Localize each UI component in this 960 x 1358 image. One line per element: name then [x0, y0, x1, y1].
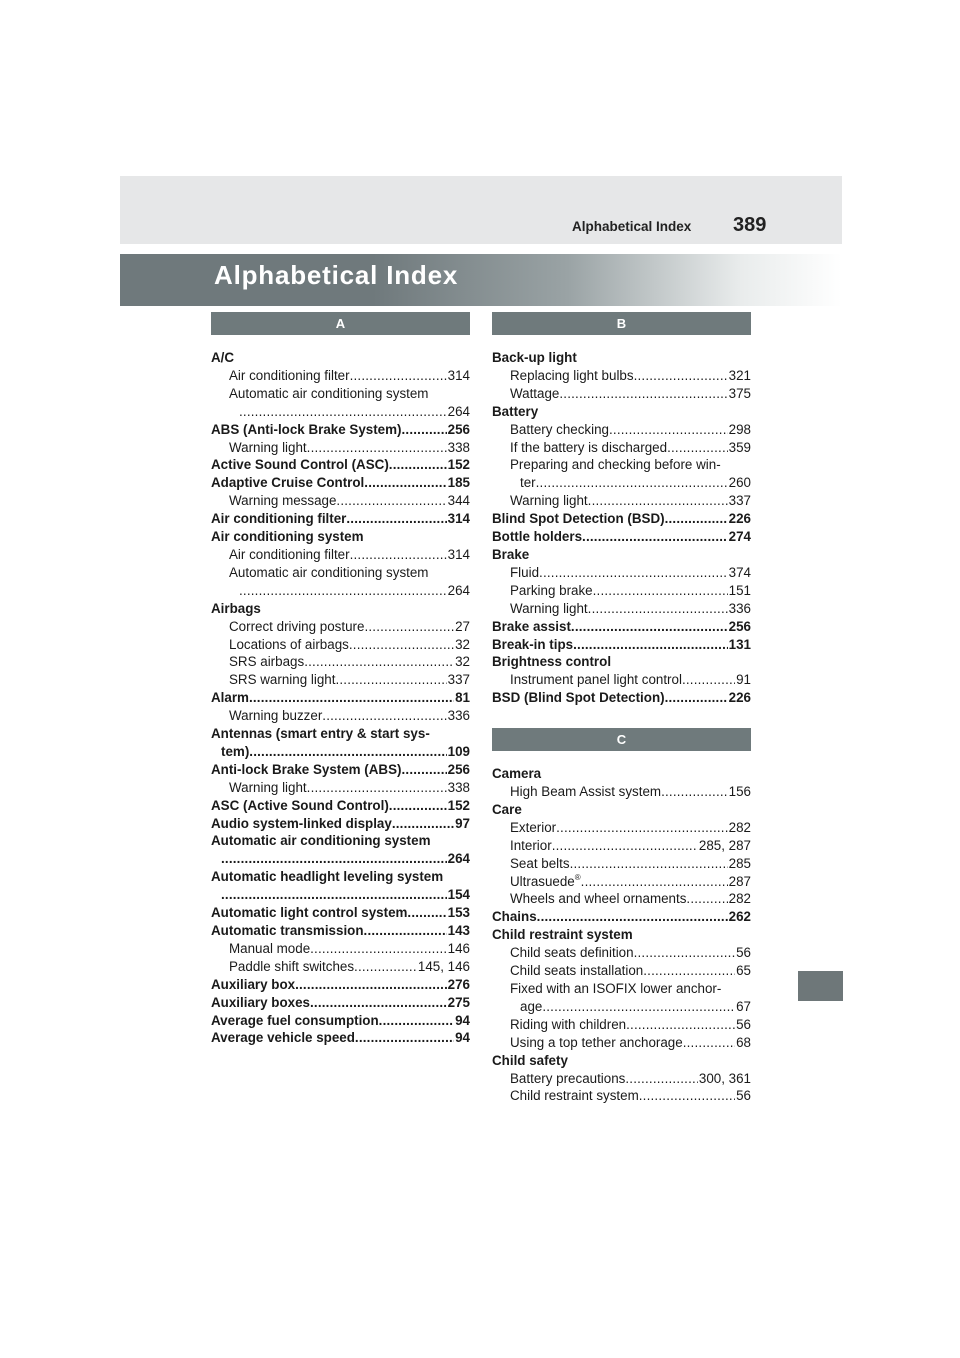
entry-label: Automatic transmission: [211, 923, 364, 938]
entry-label: Average fuel consumption: [211, 1012, 379, 1028]
index-entry: [211, 385, 470, 403]
index-entry: [211, 779, 470, 797]
dot-leader: [407, 904, 446, 922]
dot-leader: [322, 707, 446, 725]
dot-leader: [609, 421, 728, 439]
index-entry: [492, 908, 751, 926]
entry-list-c: [492, 765, 751, 1105]
entry-page-number[interactable]: 321: [728, 367, 751, 383]
dot-leader: [310, 940, 447, 958]
dot-leader: [573, 636, 728, 654]
index-entry: [492, 837, 751, 855]
entry-page-number[interactable]: 264: [447, 582, 470, 598]
index-entry: [492, 528, 751, 546]
dot-leader: [559, 385, 727, 403]
entry-label: High Beam Assist system: [510, 784, 662, 800]
entry-page-number[interactable]: 337: [447, 672, 470, 688]
index-entry: [211, 904, 470, 922]
entry-label: Air conditioning filter: [211, 511, 347, 527]
entry-label: Fluid: [510, 564, 540, 580]
entry-label: ASC (Active Sound Control): [211, 797, 389, 813]
entry-page-number[interactable]: 344: [447, 493, 470, 509]
index-entry: [211, 510, 470, 528]
entry-page-number[interactable]: 260: [728, 475, 751, 491]
dot-leader: [295, 976, 447, 994]
entry-label: Child restraint system: [510, 1088, 639, 1104]
dot-leader: [379, 1012, 454, 1030]
index-entry: [492, 600, 751, 618]
entry-page-number[interactable]: 264: [447, 403, 470, 419]
entry-label: Air conditioning filter: [229, 546, 350, 562]
entry-page-number[interactable]: 287: [728, 873, 751, 889]
entry-label: Correct driving posture: [229, 618, 365, 634]
entry-page-number[interactable]: 27: [455, 618, 470, 634]
dot-leader: [350, 367, 447, 385]
entry-label: Care: [492, 801, 522, 817]
entry-label: Exterior: [510, 819, 557, 835]
index-entry: [211, 367, 470, 385]
index-entry: [492, 403, 751, 421]
index-entry: [492, 855, 751, 873]
index-entry: [211, 671, 470, 689]
index-entry: [492, 671, 751, 689]
entry-page-number[interactable]: 32: [455, 654, 470, 670]
entry-page-number[interactable]: 337: [728, 493, 751, 509]
entry-label: Riding with children: [510, 1016, 627, 1032]
index-entry: [492, 1016, 751, 1034]
entry-label: A/C: [211, 350, 235, 365]
entry-page-number[interactable]: 300, 361: [698, 1070, 751, 1086]
index-entry: [492, 783, 751, 801]
entry-page-number[interactable]: 359: [728, 439, 751, 455]
index-entry: [492, 819, 751, 837]
dot-leader: [389, 456, 447, 474]
index-entry: [492, 1052, 751, 1070]
entry-label: Automatic light control system: [211, 905, 408, 921]
entry-label: Child seats definition: [510, 945, 634, 961]
entry-page-number[interactable]: 81: [455, 690, 470, 706]
entry-label: If the battery is discharged: [510, 439, 668, 455]
dot-leader: [249, 689, 454, 707]
entry-page-number[interactable]: 97: [455, 815, 470, 831]
index-entry: [492, 564, 751, 582]
index-entry: [492, 456, 751, 474]
dot-leader: [625, 1070, 698, 1088]
dot-leader: [634, 367, 728, 385]
entry-page-number[interactable]: 151: [728, 582, 751, 598]
index-entry: [211, 564, 470, 582]
index-entry: [211, 1029, 470, 1047]
entry-label: Warning light: [510, 493, 588, 509]
entry-label: Alarm: [211, 690, 249, 706]
entry-page-number[interactable]: 314: [447, 546, 470, 562]
entry-label: BSD (Blind Spot Detection): [492, 690, 665, 706]
entry-page-number[interactable]: 298: [728, 421, 751, 437]
entry-page-number[interactable]: 185: [447, 475, 470, 491]
index-entry: [211, 403, 470, 421]
page-title: Alphabetical Index: [214, 260, 459, 290]
index-entry: [492, 385, 751, 403]
dot-leader: [239, 582, 447, 600]
entry-page-number[interactable]: 264: [447, 851, 470, 867]
entry-label: Automatic air conditioning system: [229, 385, 429, 401]
entry-page-number[interactable]: 338: [447, 779, 470, 795]
dot-leader: [364, 474, 446, 492]
index-entry: [211, 653, 470, 671]
header-section-title: Alphabetical Index: [572, 219, 692, 234]
entry-label: Average vehicle speed: [211, 1030, 355, 1046]
entry-label: Replacing light bulbs: [510, 367, 634, 383]
entry-page-number[interactable]: 262: [728, 909, 751, 925]
entry-label: Using a top tether anchorage: [510, 1034, 683, 1050]
entry-page-number[interactable]: 276: [447, 976, 470, 992]
entry-page-number[interactable]: 56: [736, 1016, 751, 1032]
index-entry: [211, 528, 470, 546]
entry-page-number[interactable]: 146: [447, 940, 470, 956]
index-entry: [492, 349, 751, 367]
entry-label: Blind Spot Detection (BSD): [492, 511, 665, 527]
dot-leader: [588, 492, 728, 510]
index-entry: [211, 976, 470, 994]
dot-leader: [571, 618, 728, 636]
entry-page-number[interactable]: 65: [736, 963, 751, 979]
index-entry: [492, 944, 751, 962]
entry-label: age: [520, 998, 543, 1014]
index-entry: [211, 492, 470, 510]
entry-label: Preparing and checking before win-: [510, 457, 721, 473]
entry-label: ABS (Anti-lock Brake System): [211, 421, 402, 437]
entry-label: Airbags: [211, 600, 261, 616]
entry-page-number[interactable]: 285: [728, 855, 751, 871]
dot-leader: [350, 546, 447, 564]
index-entry: [211, 349, 470, 367]
entry-page-number[interactable]: 374: [728, 564, 751, 580]
dot-leader: [665, 510, 728, 528]
dot-leader: [639, 1087, 735, 1105]
dot-leader: [661, 783, 728, 801]
entry-page-number[interactable]: 156: [728, 784, 751, 800]
dot-leader: [355, 1029, 454, 1047]
entry-label: Instrument panel light control: [510, 672, 682, 688]
dot-leader: [307, 439, 447, 457]
index-entry: [211, 582, 470, 600]
entry-label: Warning light: [229, 779, 307, 795]
entry-page-number[interactable]: 109: [447, 743, 470, 759]
entry-label: Warning light: [510, 600, 588, 616]
index-entry: [211, 707, 470, 725]
entry-label: Automatic air conditioning system: [229, 564, 429, 580]
entry-page-number[interactable]: 131: [728, 636, 751, 652]
index-entry: [492, 689, 751, 707]
dot-leader: [310, 994, 447, 1012]
dot-leader: [537, 908, 728, 926]
entry-page-number[interactable]: 375: [728, 385, 751, 401]
index-entry: [211, 689, 470, 707]
index-entry: [211, 636, 470, 654]
index-entry: [211, 886, 470, 904]
dot-leader: [570, 855, 728, 873]
entry-page-number[interactable]: 68: [736, 1034, 751, 1050]
index-entry: [492, 367, 751, 385]
entry-page-number[interactable]: 152: [447, 797, 470, 813]
entry-label: Battery: [492, 403, 539, 419]
dot-leader: [354, 958, 417, 976]
letter-heading-b: B: [492, 312, 751, 335]
entry-label: tem): [221, 743, 250, 759]
dot-leader: [402, 761, 447, 779]
dot-leader: [665, 689, 728, 707]
index-entry: [211, 474, 470, 492]
dot-leader: [304, 653, 454, 671]
entry-list-b: [492, 349, 751, 707]
dot-leader: [556, 819, 728, 837]
entry-label: Automatic air conditioning system: [211, 833, 431, 849]
entry-label: Break-in tips: [492, 636, 574, 652]
index-entry: [492, 873, 751, 891]
entry-label: Air conditioning system: [211, 529, 364, 545]
entry-label: Warning light: [229, 439, 307, 455]
page-number: 389: [733, 214, 767, 236]
entry-page-number[interactable]: 154: [447, 887, 470, 903]
entry-label: Child safety: [492, 1052, 568, 1068]
entry-label: Chains: [492, 909, 537, 925]
entry-page-number[interactable]: 256: [447, 761, 470, 777]
entry-label: Locations of airbags: [229, 636, 349, 652]
entry-label: Wheels and wheel ornaments: [510, 891, 687, 907]
dot-leader: [221, 886, 447, 904]
entry-page-number[interactable]: 338: [447, 439, 470, 455]
dot-leader: [536, 474, 728, 492]
dot-leader: [643, 962, 735, 980]
entry-page-number[interactable]: 67: [736, 998, 751, 1014]
registered-mark: ®: [574, 872, 581, 882]
entry-label: Active Sound Control (ASC): [211, 457, 389, 473]
dot-leader: [336, 492, 446, 510]
dot-leader: [626, 1016, 735, 1034]
dot-leader: [539, 564, 728, 582]
entry-label: Ultrasuede: [510, 873, 575, 889]
entry-page-number[interactable]: 285, 287: [698, 837, 751, 853]
entry-list-a: [211, 349, 470, 1047]
index-entry: [492, 1034, 751, 1052]
dot-leader: [364, 618, 454, 636]
entry-label: Brake assist: [492, 618, 571, 634]
entry-page-number[interactable]: 91: [736, 672, 751, 688]
dot-leader: [581, 873, 728, 891]
entry-label: Manual mode: [229, 940, 311, 956]
entry-label: Child restraint system: [492, 927, 633, 943]
index-entry: [211, 618, 470, 636]
index-entry: [492, 474, 751, 492]
dot-leader: [552, 837, 698, 855]
entry-label: Paddle shift switches: [229, 958, 355, 974]
index-entry: [492, 510, 751, 528]
entry-label: Warning buzzer: [229, 708, 323, 724]
dot-leader: [682, 671, 735, 689]
dot-leader: [634, 944, 736, 962]
entry-page-number[interactable]: 94: [455, 1012, 470, 1028]
dot-leader: [686, 890, 727, 908]
index-entry: [211, 546, 470, 564]
entry-page-number[interactable]: 256: [728, 618, 751, 634]
index-entry: [492, 546, 751, 564]
index-entry: [492, 980, 751, 998]
entry-label: Bottle holders: [492, 529, 583, 545]
dot-leader: [683, 1034, 735, 1052]
dot-leader: [221, 850, 447, 868]
dot-leader: [402, 421, 447, 439]
dot-leader: [667, 439, 728, 457]
index-entry: [492, 998, 751, 1016]
entry-label: Brightness control: [492, 654, 612, 670]
index-entry: [492, 765, 751, 783]
entry-label: Air conditioning filter: [229, 367, 350, 383]
dot-leader: [346, 510, 446, 528]
entry-label: Brake: [492, 546, 530, 562]
entry-page-number[interactable]: 314: [447, 367, 470, 383]
entry-label: Adaptive Cruise Control: [211, 475, 365, 491]
index-entry: [211, 1012, 470, 1030]
index-entry: [211, 725, 470, 743]
index-entry: [492, 439, 751, 457]
entry-page-number[interactable]: 226: [728, 690, 751, 706]
entry-page-number[interactable]: 56: [736, 1088, 751, 1104]
index-entry: [211, 868, 470, 886]
index-entry: [211, 940, 470, 958]
index-entry: [211, 797, 470, 815]
index-entry: [492, 618, 751, 636]
entry-label: Warning message: [229, 493, 337, 509]
entry-label: Seat belts: [510, 855, 570, 871]
dot-leader: [249, 743, 446, 761]
index-entry: [492, 926, 751, 944]
entry-page-number[interactable]: 274: [728, 529, 751, 545]
index-entry: [492, 653, 751, 671]
index-entry: [492, 1070, 751, 1088]
entry-page-number[interactable]: 153: [447, 905, 470, 921]
entry-label: Antennas (smart entry & start sys-: [211, 726, 430, 742]
letter-heading-c: C: [492, 728, 751, 751]
index-entry: [492, 492, 751, 510]
index-entry: [211, 958, 470, 976]
entry-page-number[interactable]: 94: [455, 1030, 470, 1046]
index-entry: [211, 761, 470, 779]
dot-leader: [389, 797, 447, 815]
dot-leader: [588, 600, 728, 618]
entry-label: Parking brake: [510, 582, 593, 598]
entry-page-number[interactable]: 56: [736, 945, 751, 961]
index-entry: [211, 743, 470, 761]
entry-page-number[interactable]: 145, 146: [417, 958, 470, 974]
entry-page-number[interactable]: 275: [447, 994, 470, 1010]
dot-leader: [307, 779, 447, 797]
entry-page-number[interactable]: 32: [455, 636, 470, 652]
index-entry: [211, 815, 470, 833]
entry-label: Wattage: [510, 385, 560, 401]
index-entry: [211, 600, 470, 618]
entry-page-number[interactable]: 152: [447, 457, 470, 473]
entry-label: Anti-lock Brake System (ABS): [211, 761, 402, 777]
index-column-right: [492, 312, 751, 1105]
index-entry: [211, 421, 470, 439]
dot-leader: [582, 528, 728, 546]
entry-label: Back-up light: [492, 350, 577, 365]
entry-page-number[interactable]: 226: [728, 511, 751, 527]
entry-page-number[interactable]: 256: [447, 421, 470, 437]
index-entry: [492, 962, 751, 980]
entry-label: Battery precautions: [510, 1070, 626, 1086]
dot-leader: [392, 815, 454, 833]
index-entry: [211, 456, 470, 474]
entry-label: Camera: [492, 766, 542, 782]
dot-leader: [364, 922, 447, 940]
entry-label: Auxiliary box: [211, 976, 296, 992]
entry-page-number[interactable]: 336: [728, 600, 751, 616]
index-entry: [211, 832, 470, 850]
index-entry: [492, 890, 751, 908]
index-entry: [492, 1087, 751, 1105]
dot-leader: [593, 582, 728, 600]
index-column-left: [211, 312, 470, 1047]
index-entry: [492, 421, 751, 439]
index-entry: [492, 636, 751, 654]
entry-label: Child seats installation: [510, 963, 644, 979]
letter-heading-a: A: [211, 312, 470, 335]
entry-label: Auxiliary boxes: [211, 994, 310, 1010]
entry-page-number[interactable]: 336: [447, 708, 470, 724]
entry-page-number[interactable]: 282: [728, 891, 751, 907]
entry-label: SRS airbags: [229, 654, 305, 670]
index-entry: [211, 922, 470, 940]
index-entry: [211, 850, 470, 868]
entry-label: Automatic headlight leveling system: [211, 869, 444, 885]
side-index-tab[interactable]: [798, 971, 843, 1001]
entry-label: Audio system-linked display: [211, 815, 392, 831]
entry-label: Interior: [510, 837, 552, 853]
entry-label: Battery checking: [510, 421, 609, 437]
entry-page-number[interactable]: 143: [447, 923, 470, 938]
index-entry: [492, 582, 751, 600]
entry-label: ter: [520, 475, 536, 491]
entry-label: SRS warning light: [229, 672, 336, 688]
index-entry: [492, 801, 751, 819]
entry-label: Fixed with an ISOFIX lower anchor-: [510, 981, 722, 996]
dot-leader: [335, 671, 446, 689]
index-entry: [211, 439, 470, 457]
dot-leader: [542, 998, 735, 1016]
entry-page-number[interactable]: 282: [728, 819, 751, 835]
index-entry: [211, 994, 470, 1012]
dot-leader: [349, 636, 454, 654]
entry-page-number[interactable]: 314: [447, 511, 470, 527]
dot-leader: [239, 403, 447, 421]
